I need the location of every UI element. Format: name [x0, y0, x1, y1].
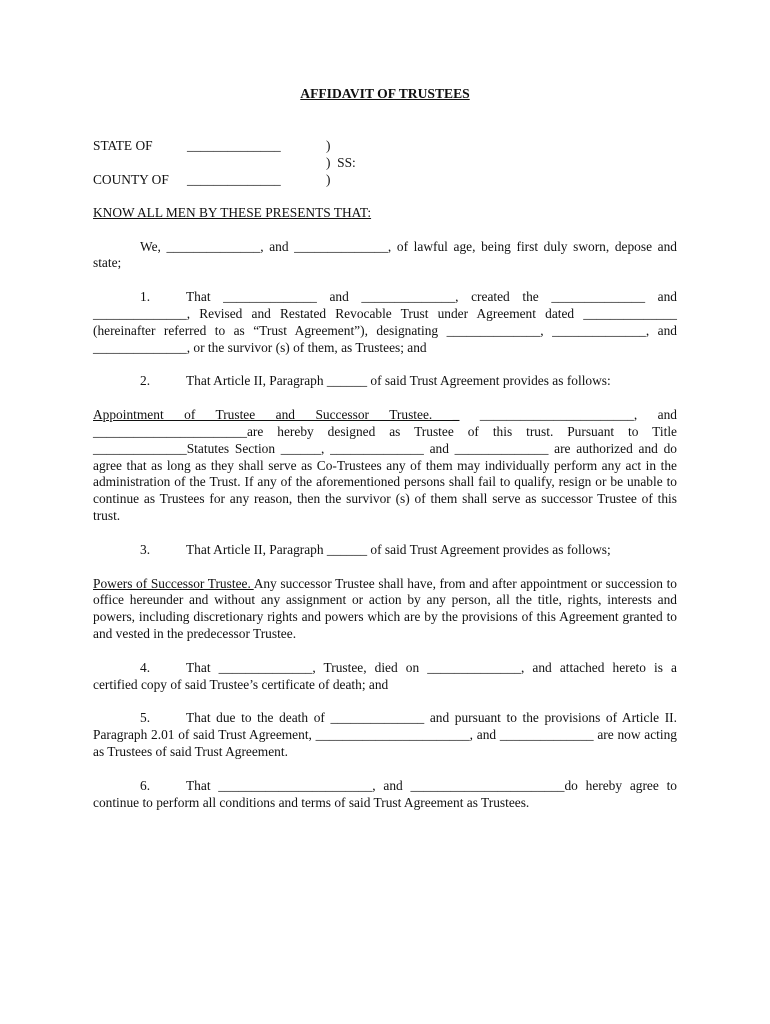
county-label: COUNTY OF: [93, 171, 169, 187]
venue-caption: [93, 138, 677, 188]
appointment-text: _______________________, and _______________________are hereby designed as Trustee of this trust. Pursuant to Title ______________Statutes Section ______, ______________ and ______________ are authorized and do agree that as long as they shall serve as Co-Trustees any of them may individually perform any act in the administration of the Trust. If any of the aforementioned persons shall fail to qualify, resign or be unable to continue as Trustees for any reason, then the survivor (s) of them shall serve as successor Trustee of this trust.: [93, 407, 678, 523]
paragraph-3: [93, 542, 677, 559]
caption-ss: ) SS:: [326, 154, 356, 170]
caption-paren-3: ): [326, 171, 331, 187]
paragraph-6-text: That _______________________, and _______________________do hereby agree to continue to perform all conditions and terms of said Trust Agreement as Trustees.: [93, 777, 677, 810]
state-label: STATE OF: [93, 137, 153, 153]
powers-heading: Powers of Successor Trustee.: [93, 575, 254, 591]
paragraph-5-text: That due to the death of ______________ and pursuant to the provisions of Article II. Paragraph 2.01 of said Trust Agreement, _______________________, and ______________ are now acting as Trustees of said Trust Agreement.: [93, 710, 677, 759]
paragraph-2: [93, 373, 677, 390]
powers-clause: [93, 576, 677, 643]
paragraph-5-number: 5.: [140, 710, 151, 726]
paragraph-6: [93, 778, 677, 812]
know-all-men-heading: KNOW ALL MEN BY THESE PRESENTS THAT:: [93, 204, 372, 220]
state-blank: ______________: [187, 137, 281, 153]
paragraph-1-number: 1.: [140, 289, 151, 305]
paragraph-4-text: That ______________, Trustee, died on ______________, and attached hereto is a certified copy of said Trustee’s certificate of death; and: [93, 659, 677, 692]
paragraph-3-number: 3.: [140, 541, 151, 557]
appointment-heading: Appointment of Trustee and Successor Trustee. _: [93, 407, 460, 423]
document-body: [93, 86, 677, 828]
paragraph-1-text: That ______________ and ______________, created the ______________ and ______________, Revised and Restated Revocable Trust under Agreement dated ______________ (hereinafter referred to as “Trust Agreement”), designating ______________, ______________, and ______________, or the survivor (s) of them, as Trustees; and: [93, 289, 677, 355]
paragraph-1: [93, 289, 677, 356]
document-title: AFFIDAVIT OF TRUSTEES: [300, 86, 470, 101]
paragraph-4: [93, 660, 677, 694]
appointment-clause: [93, 407, 677, 525]
paragraph-4-number: 4.: [140, 659, 151, 675]
intro-paragraph: We, ______________, and ______________, of lawful age, being first duly sworn, depose and state;: [93, 238, 677, 271]
paragraph-6-number: 6.: [140, 777, 151, 793]
caption-paren-1: ): [326, 137, 331, 153]
powers-text: Any successor Trustee shall have, from and after appointment or succession to office hereunder and without any assignment or action by any person, all the title, rights, interests and powers, including discretionary rights and powers which are by the provisions of this Agreement granted to and vested in the predecessor Trustee.: [93, 575, 677, 641]
paragraph-2-text: That Article II, Paragraph ______ of said Trust Agreement provides as follows:: [186, 373, 611, 389]
county-blank: ______________: [187, 171, 281, 187]
paragraph-5: [93, 710, 677, 760]
paragraph-2-number: 2.: [140, 373, 151, 389]
paragraph-3-text: That Article II, Paragraph ______ of said Trust Agreement provides as follows;: [186, 541, 611, 557]
